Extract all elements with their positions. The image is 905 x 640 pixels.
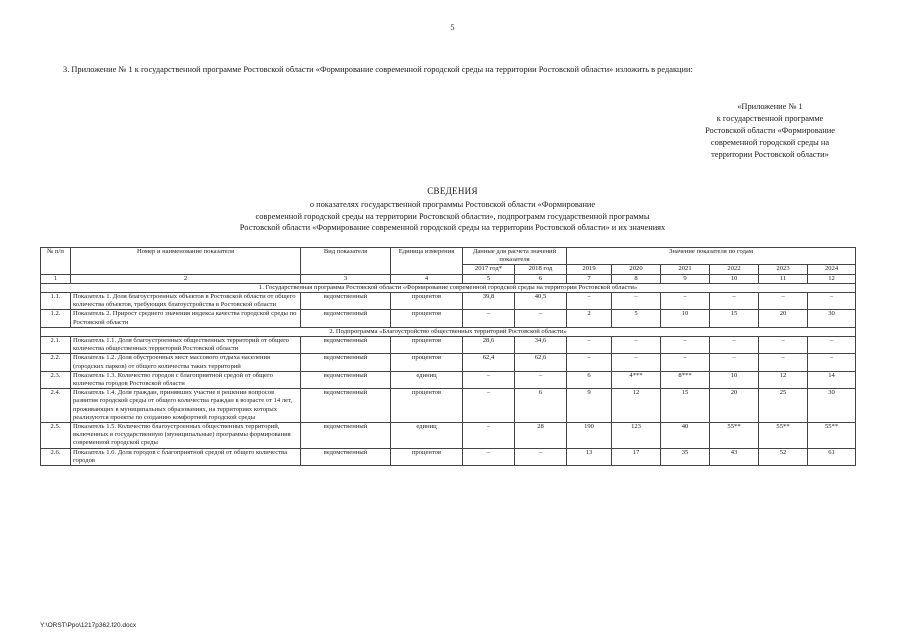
indicator-value: 13 xyxy=(567,448,612,465)
indicator-value: – xyxy=(567,337,612,354)
header-num: № п/п xyxy=(41,248,71,275)
indicator-value: – xyxy=(515,371,567,388)
indicator-type: ведомственный xyxy=(301,337,391,354)
indicator-value: – xyxy=(515,310,567,327)
indicator-value: 20 xyxy=(759,310,808,327)
appendix-line: территории Ростовской области» xyxy=(711,150,829,159)
indicator-value: – xyxy=(463,389,515,423)
indicator-type: ведомственный xyxy=(301,448,391,465)
indicator-value: 12 xyxy=(612,389,661,423)
indicator-value: – xyxy=(463,448,515,465)
section-row xyxy=(41,283,856,292)
indicator-value: 34,6 xyxy=(515,337,567,354)
indicator-unit: процентов xyxy=(391,310,463,327)
indicator-value: – xyxy=(463,371,515,388)
appendix-line: современной городской среды на xyxy=(710,138,830,147)
indicator-name: Показатель 1.2. Доля обустроенных мест массового отдыха населения (городских парков) от общего количества таких территорий xyxy=(71,354,301,371)
column-number: 1 xyxy=(41,274,71,283)
row-number: 2.6. xyxy=(41,448,71,465)
subtitle-line: современной городской среды на территории Ростовской области», подпрограмм государственной программы xyxy=(255,211,650,221)
indicator-value: 6 xyxy=(567,371,612,388)
indicator-value: 9 xyxy=(567,389,612,423)
column-number: 9 xyxy=(661,274,710,283)
indicator-value: 40,5 xyxy=(515,293,567,310)
header-year: 2024 xyxy=(808,265,856,274)
page-number: 5 xyxy=(450,23,455,32)
indicator-value: – xyxy=(661,337,710,354)
table-row xyxy=(41,423,856,449)
header-values-by-year: Значение показателя по годам xyxy=(567,248,856,265)
header-year: 2019 xyxy=(567,265,612,274)
header-year: 2021 xyxy=(661,265,710,274)
indicator-value: 17 xyxy=(612,448,661,465)
indicator-name: Показатель 1.5. Количество благоустроенных общественных территорий, включенных в государственную (муниципальные) программы формирования современной городской среды xyxy=(71,423,301,449)
section-title: 2. Подпрограмма «Благоустройство общественных территорий Ростовской области» xyxy=(41,327,856,336)
indicator-unit: единиц xyxy=(391,371,463,388)
row-number: 2.5. xyxy=(41,423,71,449)
file-path-footer: Y:\ORST\Ppo\1217p362.f20.docx xyxy=(40,622,137,629)
indicator-type: ведомственный xyxy=(301,389,391,423)
indicator-value: – xyxy=(567,354,612,371)
indicator-value: 40 xyxy=(661,423,710,449)
indicator-value: 62,6 xyxy=(515,354,567,371)
table-row xyxy=(41,293,856,310)
column-number: 12 xyxy=(808,274,856,283)
indicator-value: 123 xyxy=(612,423,661,449)
indicator-value: – xyxy=(759,354,808,371)
indicator-value: – xyxy=(463,423,515,449)
table-row xyxy=(41,371,856,388)
indicator-value: 55** xyxy=(710,423,759,449)
indicator-value: 10 xyxy=(710,371,759,388)
column-number: 5 xyxy=(463,274,515,283)
table-row xyxy=(41,354,856,371)
indicator-value: 62,4 xyxy=(463,354,515,371)
column-number: 11 xyxy=(759,274,808,283)
indicator-value: – xyxy=(759,293,808,310)
table-row xyxy=(41,337,856,354)
section-row xyxy=(41,327,856,336)
indicator-value: 10 xyxy=(661,310,710,327)
indicator-unit: процентов xyxy=(391,448,463,465)
indicator-value: 28,6 xyxy=(463,337,515,354)
indicator-value: 55** xyxy=(808,423,856,449)
indicator-value: 2 xyxy=(567,310,612,327)
header-unit: Единица измерения xyxy=(391,248,463,275)
indicator-value: 52 xyxy=(759,448,808,465)
column-number: 8 xyxy=(612,274,661,283)
indicator-value: 4*** xyxy=(612,371,661,388)
indicator-value: 39,8 xyxy=(463,293,515,310)
table-row xyxy=(41,310,856,327)
row-number: 1.2. xyxy=(41,310,71,327)
indicator-value: 8*** xyxy=(661,371,710,388)
indicator-value: 15 xyxy=(661,389,710,423)
indicator-type: ведомственный xyxy=(301,310,391,327)
header-year: 2023 xyxy=(759,265,808,274)
indicator-name: Показатель 1.3. Количество городов с благоприятной средой от общего количества городов Ростовской области xyxy=(71,371,301,388)
row-number: 2.1. xyxy=(41,337,71,354)
indicator-value: 14 xyxy=(808,371,856,388)
column-number: 4 xyxy=(391,274,463,283)
subtitle-line: Ростовской области «Формирование современной городской среды на территории Ростовской области» и их значениях xyxy=(239,223,666,232)
appendix-block xyxy=(680,101,860,161)
indicator-value: 5 xyxy=(612,310,661,327)
indicator-value: 190 xyxy=(567,423,612,449)
indicator-value: – xyxy=(710,337,759,354)
indicator-value: – xyxy=(710,354,759,371)
indicator-name: Показатель 1.1. Доля благоустроенных общественных территорий от общего количества общественных территорий Ростовской области xyxy=(71,337,301,354)
header-type: Вид показателя xyxy=(301,248,391,275)
indicator-value: – xyxy=(808,354,856,371)
indicator-value: 15 xyxy=(710,310,759,327)
indicator-value: 43 xyxy=(710,448,759,465)
header-base-data: Данные для расчета значений показателя xyxy=(463,248,567,265)
indicator-value: 61 xyxy=(808,448,856,465)
table-row xyxy=(41,389,856,423)
column-number: 3 xyxy=(301,274,391,283)
indicator-unit: единиц xyxy=(391,423,463,449)
indicator-value: – xyxy=(710,293,759,310)
indicator-value: – xyxy=(567,293,612,310)
indicator-name: Показатель 1.4. Доля граждан, принявших участие в решении вопросов развития городской среды от общего количества граждан в возрасте от 14 лет, проживающих в муниципальных образованиях, на территориях которых реализуются проекты по созданию комфортной городской среды xyxy=(71,389,301,423)
indicator-value: 6 xyxy=(515,389,567,423)
indicator-type: ведомственный xyxy=(301,371,391,388)
indicator-unit: процентов xyxy=(391,293,463,310)
appendix-line: к государственной программе xyxy=(716,114,824,123)
indicator-value: – xyxy=(808,337,856,354)
indicator-value: – xyxy=(661,354,710,371)
header-year: 2018 год xyxy=(515,265,567,274)
indicator-type: ведомственный xyxy=(301,354,391,371)
indicator-name: Показатель 2. Прирост среднего значения индекса качества городской среды по Ростовской области xyxy=(71,310,301,327)
header-year: 2020 xyxy=(612,265,661,274)
column-number: 10 xyxy=(710,274,759,283)
indicator-type: ведомственный xyxy=(301,293,391,310)
document-subtitle xyxy=(150,199,755,234)
appendix-line: «Приложение № 1 xyxy=(737,102,803,111)
table-row xyxy=(41,448,856,465)
indicator-value: 28 xyxy=(515,423,567,449)
indicator-value: – xyxy=(612,293,661,310)
column-number: 7 xyxy=(567,274,612,283)
indicator-unit: процентов xyxy=(391,337,463,354)
indicator-value: 55** xyxy=(759,423,808,449)
table-body xyxy=(41,274,856,465)
column-number: 2 xyxy=(71,274,301,283)
row-number: 2.2. xyxy=(41,354,71,371)
document-title: СВЕДЕНИЯ xyxy=(427,186,478,196)
indicator-value: – xyxy=(661,293,710,310)
indicators-table xyxy=(40,247,856,466)
row-number: 2.4. xyxy=(41,389,71,423)
indicator-type: ведомственный xyxy=(301,423,391,449)
indicator-name: Показатель 1. Доля благоустроенных объектов в Ростовской области от общего количества объектов, требующих благоустройства в Ростовской области xyxy=(71,293,301,310)
subtitle-line: о показателях государственной программы Ростовской области «Формирование xyxy=(309,200,596,209)
indicator-value: 30 xyxy=(808,389,856,423)
indicator-value: 35 xyxy=(661,448,710,465)
indicator-value: 20 xyxy=(710,389,759,423)
header-year: 2017 год* xyxy=(463,265,515,274)
intro-paragraph: 3. Приложение № 1 к государственной программе Ростовской области «Формирование современной городской среды на территории Ростовской области» изложить в редакции: xyxy=(63,65,693,74)
indicator-value: – xyxy=(808,293,856,310)
section-title: 1. Государственная программа Ростовской области «Формирование современной городской среды на территории Ростовской области» xyxy=(41,283,856,292)
column-number-row xyxy=(41,274,856,283)
indicator-value: – xyxy=(759,337,808,354)
indicator-value: – xyxy=(515,448,567,465)
row-number: 2.3. xyxy=(41,371,71,388)
row-number: 1.1. xyxy=(41,293,71,310)
indicator-unit: процентов xyxy=(391,354,463,371)
indicator-value: 12 xyxy=(759,371,808,388)
indicator-value: – xyxy=(612,354,661,371)
indicator-name: Показатель 1.6. Доля городов с благоприятной средой от общего количества городов xyxy=(71,448,301,465)
indicator-value: 25 xyxy=(759,389,808,423)
indicator-unit: процентов xyxy=(391,389,463,423)
indicator-value: – xyxy=(612,337,661,354)
appendix-line: Ростовской области «Формирование xyxy=(705,126,835,135)
column-number: 6 xyxy=(515,274,567,283)
header-year: 2022 xyxy=(710,265,759,274)
indicator-value: – xyxy=(463,310,515,327)
indicator-value: 30 xyxy=(808,310,856,327)
header-name: Номер и наименование показателя xyxy=(71,248,301,275)
